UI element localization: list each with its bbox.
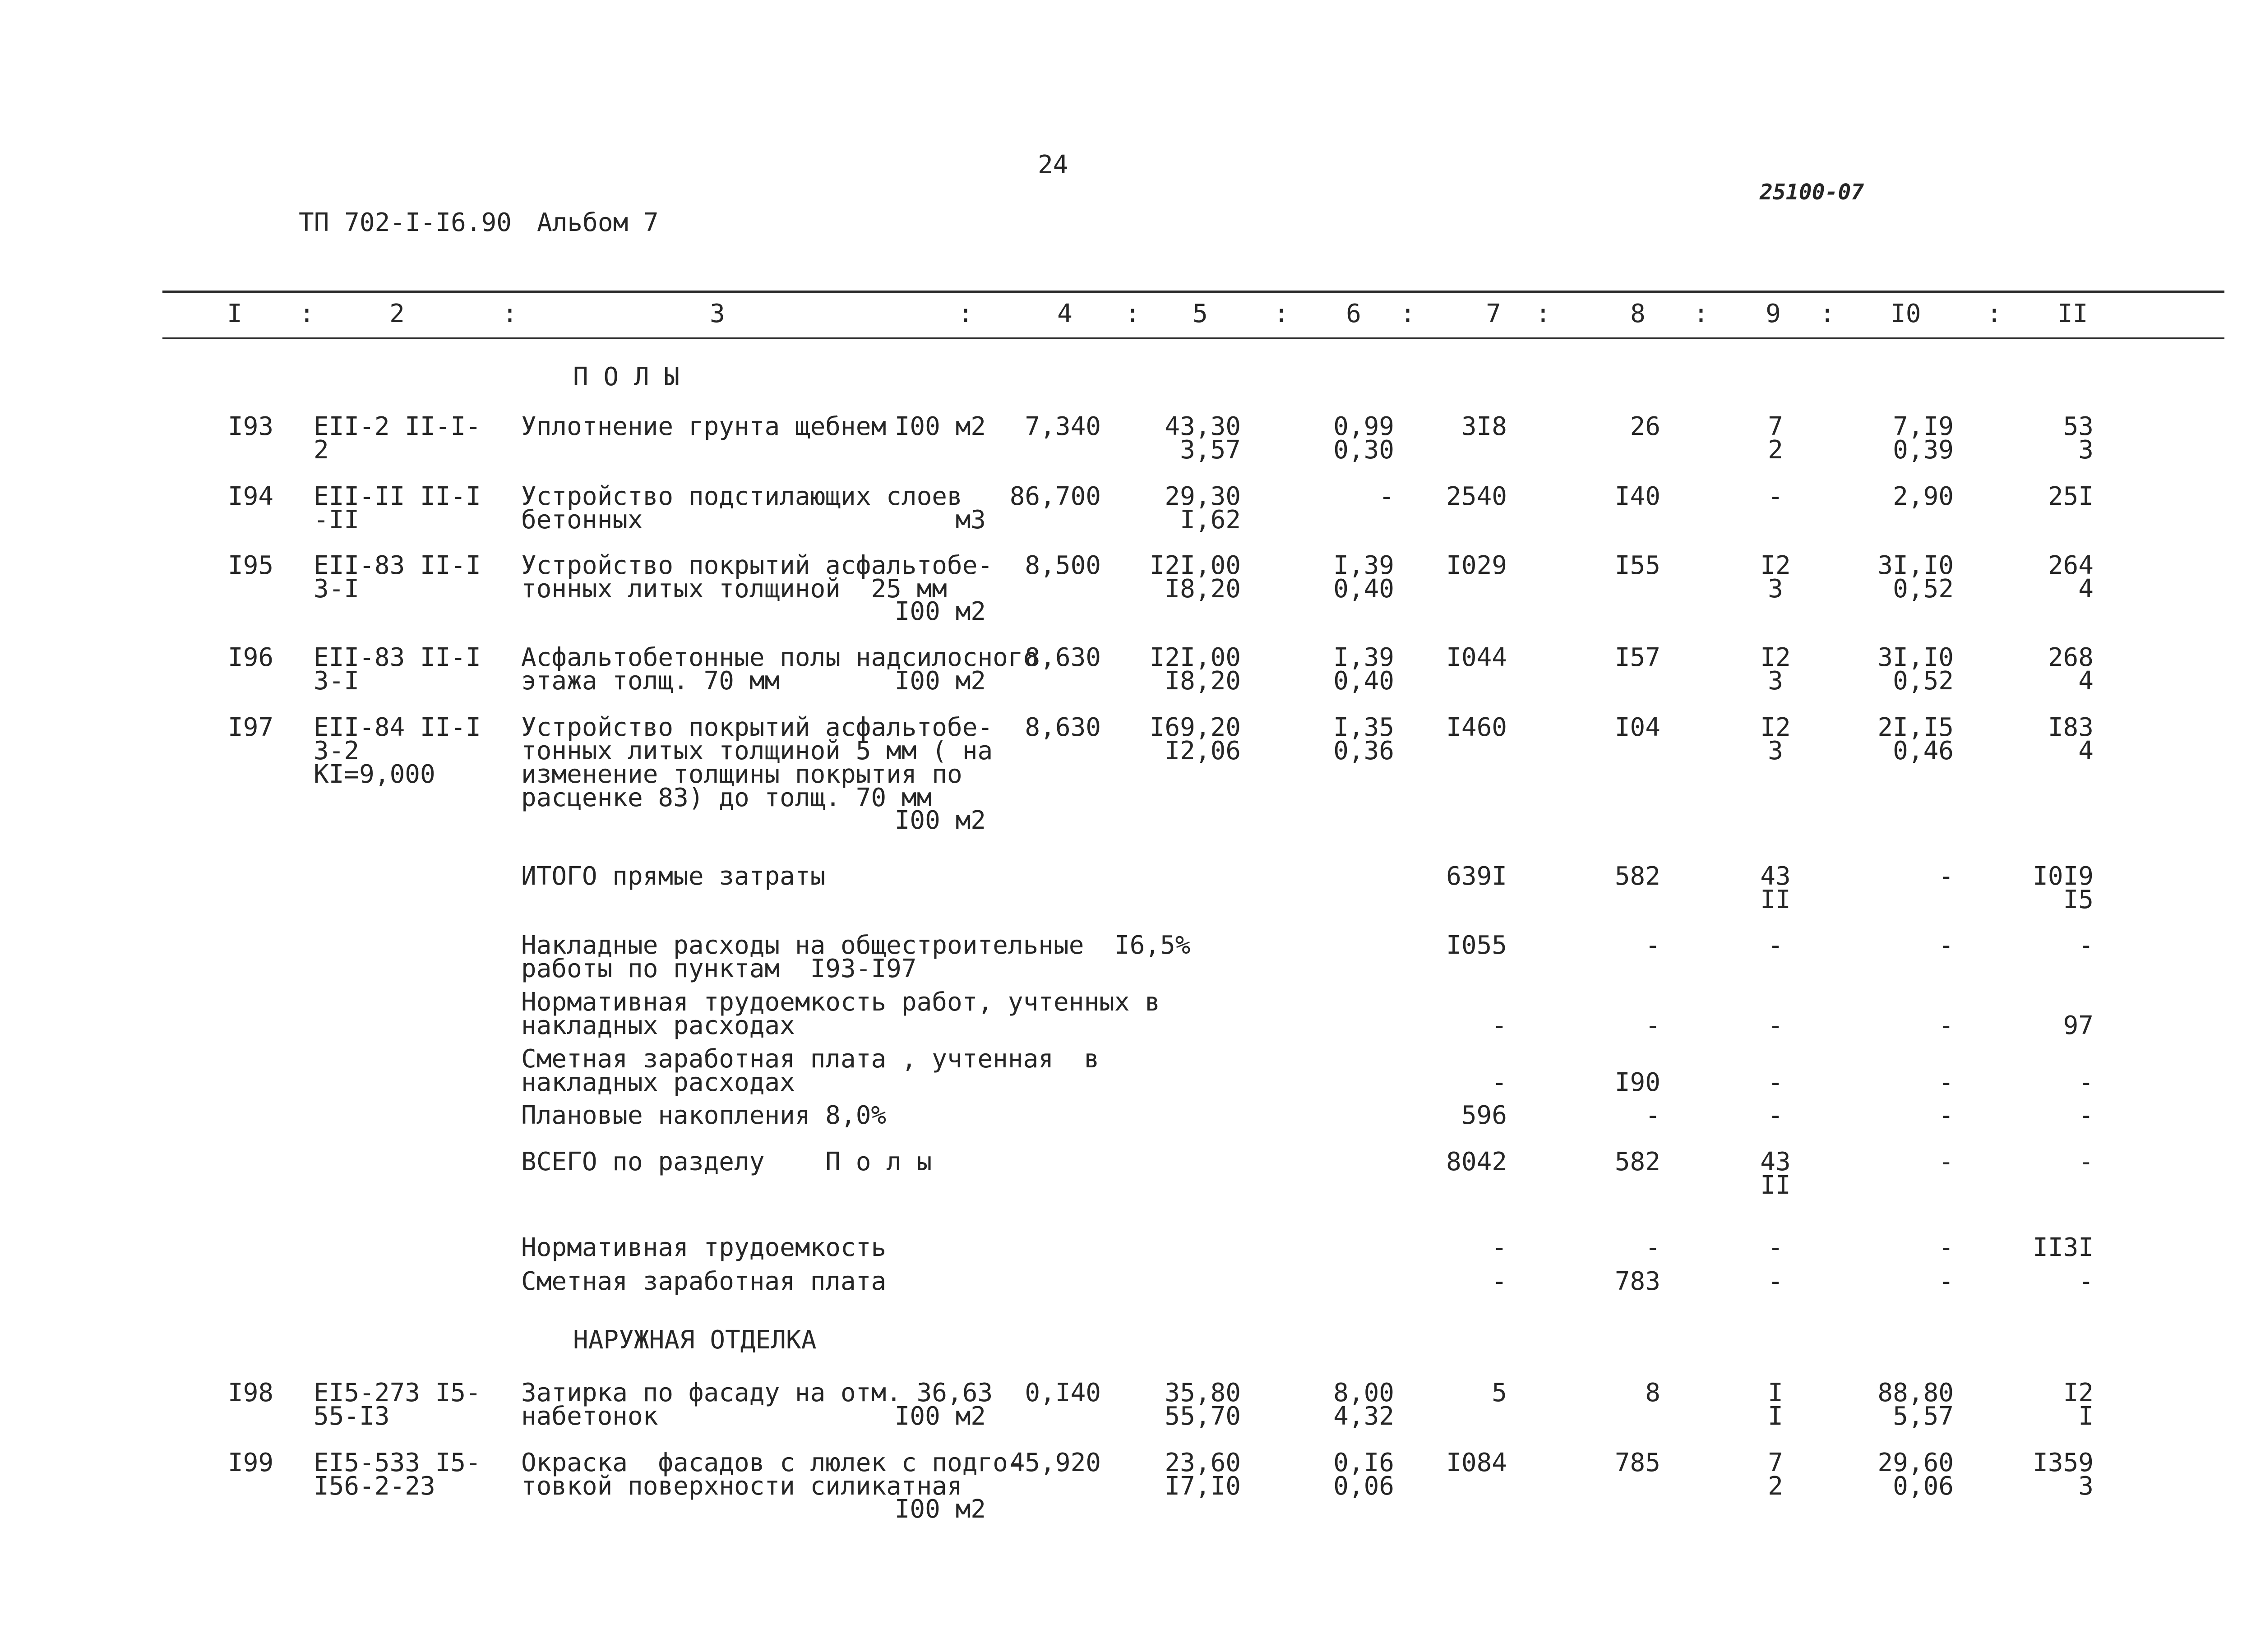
rate-code: EI5-533 I5- I56-2-23	[314, 1448, 481, 1501]
wage-total: 26	[1630, 412, 1660, 441]
summary-labor-total: -	[2078, 931, 2094, 960]
summary-machine-total: 43 II	[1760, 1147, 1791, 1200]
total-cost: I460	[1446, 713, 1507, 742]
quantity: 45,920	[1009, 1448, 1101, 1477]
summary-labor-unit: -	[1938, 931, 1954, 960]
labor-unit: 3I,I0 0,52	[1877, 643, 1954, 696]
column-header-3: 3	[710, 299, 725, 328]
total-cost: 5	[1492, 1378, 1507, 1407]
machine-total: I I	[1768, 1378, 1783, 1431]
summary-labor-unit: -	[1938, 1267, 1954, 1296]
machine-cost: I,35 0,36	[1333, 713, 1394, 766]
unit-cost: 43,30 3,57	[1165, 412, 1241, 465]
column-header-I: I	[227, 299, 242, 328]
row-number: I95	[228, 551, 274, 580]
summary-label: ВСЕГО по разделу П о л ы	[521, 1147, 932, 1177]
machine-cost: 0,I6 0,06	[1333, 1448, 1394, 1501]
total-cost: I044	[1446, 643, 1507, 672]
summary-label: ИТОГО прямые затраты	[521, 862, 826, 891]
work-description: Асфальтобетонные полы надсилосного этажа толщ. 70 мм	[521, 643, 1039, 696]
labor-unit: 7,I9 0,39	[1893, 412, 1954, 465]
archive-stamp: 25100-07	[1760, 180, 1864, 205]
quantity: 8,630	[1025, 643, 1101, 672]
rate-code: EII-2 II-I- 2	[314, 412, 481, 465]
column-header-7: 7	[1486, 299, 1501, 328]
row-number: I96	[228, 643, 274, 672]
wage-total: I04	[1614, 713, 1660, 742]
summary-total-cost: 8042	[1446, 1147, 1507, 1177]
labor-unit: 2,90	[1893, 482, 1954, 511]
summary-labor-unit: -	[1938, 862, 1954, 891]
quantity: 8,500	[1025, 551, 1101, 580]
labor-total: 53 3	[2063, 412, 2094, 465]
quantity: 86,700	[1009, 482, 1101, 511]
column-separator: :	[1400, 299, 1415, 328]
summary-labor-unit: -	[1938, 1011, 1954, 1040]
summary-labor-total: -	[2078, 1101, 2094, 1130]
machine-cost: 8,00 4,32	[1333, 1378, 1394, 1431]
machine-total: 7 2	[1768, 412, 1783, 465]
labor-unit: 29,60 0,06	[1877, 1448, 1954, 1501]
column-separator: :	[502, 299, 518, 328]
unit-of-measure: I00 м2	[894, 806, 986, 835]
table-top-rule	[162, 291, 2224, 293]
unit-of-measure: I00 м2	[894, 1495, 986, 1524]
row-number: I93	[228, 412, 274, 441]
column-header-II: II	[2057, 299, 2088, 328]
summary-labor-total: -	[2078, 1147, 2094, 1177]
total-cost: I084	[1446, 1448, 1507, 1477]
rate-code: EII-83 II-I 3-I	[314, 643, 481, 696]
machine-total: -	[1768, 482, 1783, 511]
column-separator: :	[1125, 299, 1140, 328]
unit-cost: 29,30 I,62	[1165, 482, 1241, 535]
summary-label: Плановые накопления 8,0%	[521, 1101, 887, 1130]
column-separator: :	[1693, 299, 1709, 328]
summary-labor-total: -	[2078, 1068, 2094, 1097]
machine-total: 7 2	[1768, 1448, 1783, 1501]
summary-wage-total: 783	[1614, 1267, 1660, 1296]
table-header-rule	[162, 337, 2224, 339]
summary-total-cost: I055	[1446, 931, 1507, 960]
row-number: I98	[228, 1378, 274, 1407]
rate-code: EII-83 II-I 3-I	[314, 551, 481, 604]
labor-total: 268 4	[2048, 643, 2094, 696]
wage-total: I55	[1614, 551, 1660, 580]
column-header-I0: I0	[1891, 299, 1921, 328]
summary-label: Нормативная трудоемкость работ, учтенных в накладных расходах	[521, 988, 1160, 1040]
summary-machine-total: 43 II	[1760, 862, 1791, 914]
machine-total: I2 3	[1760, 713, 1791, 766]
column-header-2: 2	[389, 299, 405, 328]
summary-total-cost: 639I	[1446, 862, 1507, 891]
column-separator: :	[958, 299, 973, 328]
summary-labor-total: -	[2078, 1267, 2094, 1296]
wage-total: 8	[1645, 1378, 1660, 1407]
machine-cost: I,39 0,40	[1333, 643, 1394, 696]
quantity: 7,340	[1025, 412, 1101, 441]
summary-total-cost: 596	[1461, 1101, 1507, 1130]
summary-labor-unit: -	[1938, 1233, 1954, 1262]
rate-code: EI5-273 I5- 55-I3	[314, 1378, 481, 1431]
summary-machine-total: -	[1768, 1267, 1783, 1296]
summary-label: Нормативная трудоемкость	[521, 1233, 887, 1262]
unit-of-measure: I00 м2	[894, 1402, 986, 1431]
wage-total: 785	[1614, 1448, 1660, 1477]
machine-cost: 0,99 0,30	[1333, 412, 1394, 465]
work-description: Устройство покрытий асфальтобе- тонных литых толщиной 25 мм	[521, 551, 993, 604]
summary-total-cost: -	[1492, 1233, 1507, 1262]
album-label: Альбом 7	[537, 208, 659, 237]
labor-unit: 88,80 5,57	[1877, 1378, 1954, 1431]
rate-code: EII-II II-I -II	[314, 482, 481, 535]
unit-cost: I69,20 I2,06	[1149, 713, 1241, 766]
machine-total: I2 3	[1760, 643, 1791, 696]
machine-total: I2 3	[1760, 551, 1791, 604]
column-header-4: 4	[1057, 299, 1073, 328]
machine-cost: I,39 0,40	[1333, 551, 1394, 604]
column-separator: :	[1274, 299, 1289, 328]
summary-label: Накладные расходы на общестроительные I6,5% работы по пунктам I93-I97	[521, 931, 1191, 983]
summary-total-cost: -	[1492, 1068, 1507, 1097]
quantity: 0,I40	[1025, 1378, 1101, 1407]
work-description: Устройство покрытий асфальтобе- тонных литых толщиной 5 мм ( на изменение толщины покрытия по расценке 83) до толщ. 70 мм	[521, 713, 993, 812]
column-separator: :	[1535, 299, 1551, 328]
page-number: 24	[1038, 150, 1068, 180]
section-title: П О Л Ы	[573, 362, 680, 392]
wage-total: I40	[1614, 482, 1660, 511]
summary-wage-total: 582	[1614, 862, 1660, 891]
row-number: I94	[228, 482, 274, 511]
summary-labor-total: II3I	[2033, 1233, 2094, 1262]
summary-total-cost: -	[1492, 1011, 1507, 1040]
summary-wage-total: 582	[1614, 1147, 1660, 1177]
section-title: НАРУЖНАЯ ОТДЕЛКА	[573, 1325, 817, 1355]
summary-machine-total: -	[1768, 1101, 1783, 1130]
summary-machine-total: -	[1768, 1233, 1783, 1262]
summary-wage-total: I90	[1614, 1068, 1660, 1097]
labor-unit: 3I,I0 0,52	[1877, 551, 1954, 604]
column-separator: :	[1820, 299, 1835, 328]
labor-total: 264 4	[2048, 551, 2094, 604]
row-number: I97	[228, 713, 274, 742]
labor-total: 25I	[2048, 482, 2094, 511]
column-separator: :	[1987, 299, 2002, 328]
total-cost: 3I8	[1461, 412, 1507, 441]
summary-label: Сметная заработная плата	[521, 1267, 887, 1296]
work-description: Уплотнение грунта щебнем	[521, 412, 887, 441]
work-description: Окраска фасадов с люлек с подго- товкой поверхности силикатная	[521, 1448, 1023, 1501]
column-header-8: 8	[1630, 299, 1646, 328]
labor-total: I2 I	[2063, 1378, 2094, 1431]
summary-wage-total: -	[1645, 1233, 1660, 1262]
wage-total: I57	[1614, 643, 1660, 672]
total-cost: I029	[1446, 551, 1507, 580]
summary-labor-total: 97	[2063, 1011, 2094, 1040]
unit-of-measure: I00 м2	[894, 597, 986, 626]
unit-cost: I2I,00 I8,20	[1149, 643, 1241, 696]
quantity: 8,630	[1025, 713, 1101, 742]
doc-code: ТП 702-I-I6.90	[299, 208, 512, 237]
summary-labor-unit: -	[1938, 1101, 1954, 1130]
summary-labor-unit: -	[1938, 1068, 1954, 1097]
rate-code: EII-84 II-I 3-2 KI=9,000	[314, 713, 481, 789]
unit-of-measure: I00 м2	[894, 666, 986, 696]
summary-machine-total: -	[1768, 1068, 1783, 1097]
unit-cost: 35,80 55,70	[1165, 1378, 1241, 1431]
labor-total: I83 4	[2048, 713, 2094, 766]
unit-of-measure: м3	[955, 505, 986, 535]
column-header-6: 6	[1346, 299, 1361, 328]
machine-cost: -	[1379, 482, 1394, 511]
unit-of-measure: I00 м2	[894, 412, 986, 441]
summary-wage-total: -	[1645, 1011, 1660, 1040]
summary-machine-total: -	[1768, 1011, 1783, 1040]
total-cost: 2540	[1446, 482, 1507, 511]
summary-total-cost: -	[1492, 1267, 1507, 1296]
labor-unit: 2I,I5 0,46	[1877, 713, 1954, 766]
unit-cost: 23,60 I7,I0	[1165, 1448, 1241, 1501]
column-separator: :	[299, 299, 314, 328]
work-description: Затирка по фасаду на отм. 36,63 набетонок	[521, 1378, 993, 1431]
work-description: Устройство подстилающих слоев бетонных	[521, 482, 962, 535]
summary-labor-total: I0I9 I5	[2033, 862, 2094, 914]
summary-label: Сметная заработная плата , учтенная в накладных расходах	[521, 1044, 1100, 1097]
summary-labor-unit: -	[1938, 1147, 1954, 1177]
summary-wage-total: -	[1645, 1101, 1660, 1130]
labor-total: I359 3	[2033, 1448, 2094, 1501]
row-number: I99	[228, 1448, 274, 1477]
summary-wage-total: -	[1645, 931, 1660, 960]
unit-cost: I2I,00 I8,20	[1149, 551, 1241, 604]
column-header-9: 9	[1766, 299, 1781, 328]
summary-machine-total: -	[1768, 931, 1783, 960]
column-header-5: 5	[1193, 299, 1208, 328]
